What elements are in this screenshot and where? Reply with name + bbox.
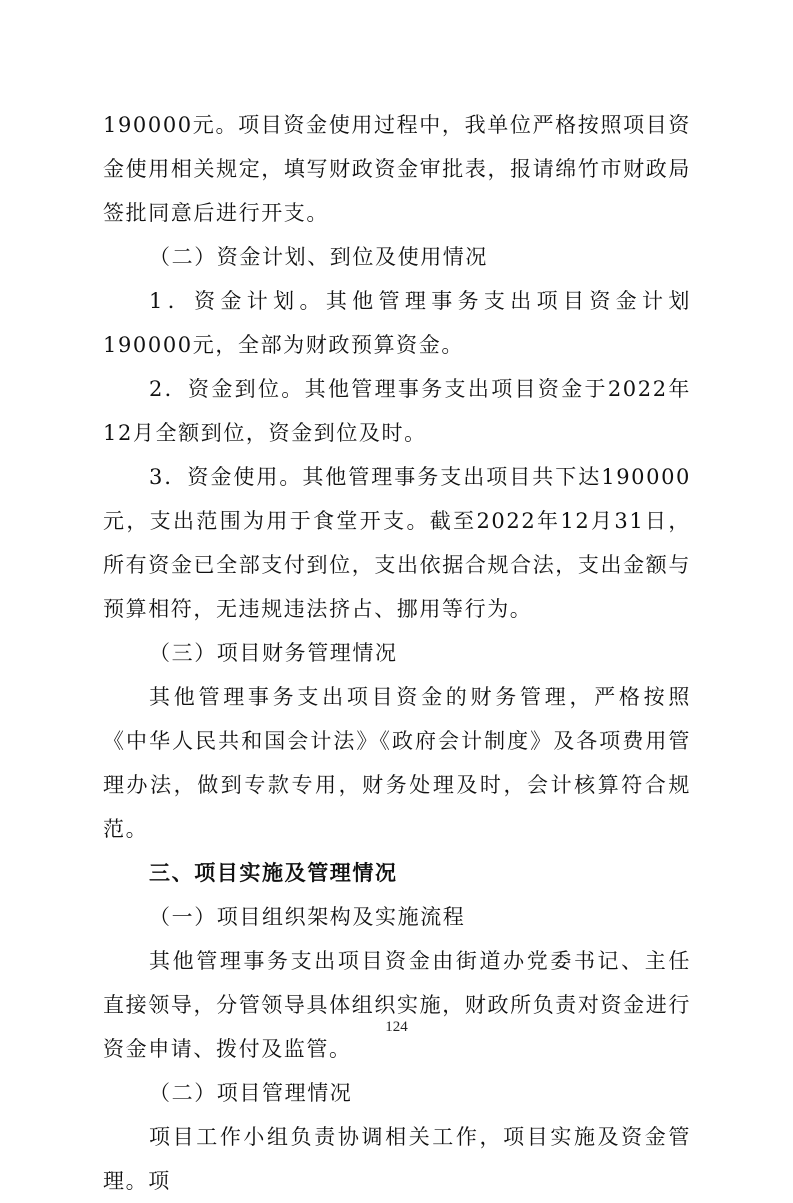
paragraph-funds-plan: 1．资金计划。其他管理事务支出项目资金计划190000元，全部为财政预算资金。 bbox=[103, 289, 691, 357]
document-body bbox=[103, 103, 691, 1203]
subheading-project-management: （二）项目管理情况 bbox=[149, 1081, 353, 1105]
page-number: 124 bbox=[385, 1019, 408, 1035]
subheading-funds-plan-arrival-usage: （二）资金计划、到位及使用情况 bbox=[149, 245, 488, 269]
subheading-organization-structure: （一）项目组织架构及实施流程 bbox=[149, 905, 466, 929]
paragraph-funds-usage: 3．资金使用。其他管理事务支出项目共下达190000元，支出范围为用于食堂开支。截至2022年12月31日，所有资金已全部支付到位，支出依据合规合法，支出金额与预算相符，无违规违法挤占、挪用等行为。 bbox=[103, 465, 691, 621]
paragraph-organization-structure: 其他管理事务支出项目资金由街道办党委书记、主任直接领导，分管领导具体组织实施，财政所负责对资金进行资金申请、拨付及监管。 bbox=[103, 949, 691, 1061]
section-heading-implementation: 三、项目实施及管理情况 bbox=[149, 861, 398, 885]
paragraph-financial-management: 其他管理事务支出项目资金的财务管理，严格按照《中华人民共和国会计法》《政府会计制度》及各项费用管理办法，做到专款专用，财务处理及时，会计核算符合规范。 bbox=[103, 685, 691, 841]
paragraph-funds-arrival: 2．资金到位。其他管理事务支出项目资金于2022年12月全额到位，资金到位及时。 bbox=[103, 377, 691, 445]
paragraph-project-management: 项目工作小组负责协调相关工作，项目实施及资金管理。项 bbox=[103, 1125, 691, 1193]
subheading-financial-management: （三）项目财务管理情况 bbox=[149, 641, 398, 665]
paragraph-funds-usage-continued: 190000元。项目资金使用过程中，我单位严格按照项目资金使用相关规定，填写财政资金审批表，报请绵竹市财政局签批同意后进行开支。 bbox=[103, 113, 691, 225]
